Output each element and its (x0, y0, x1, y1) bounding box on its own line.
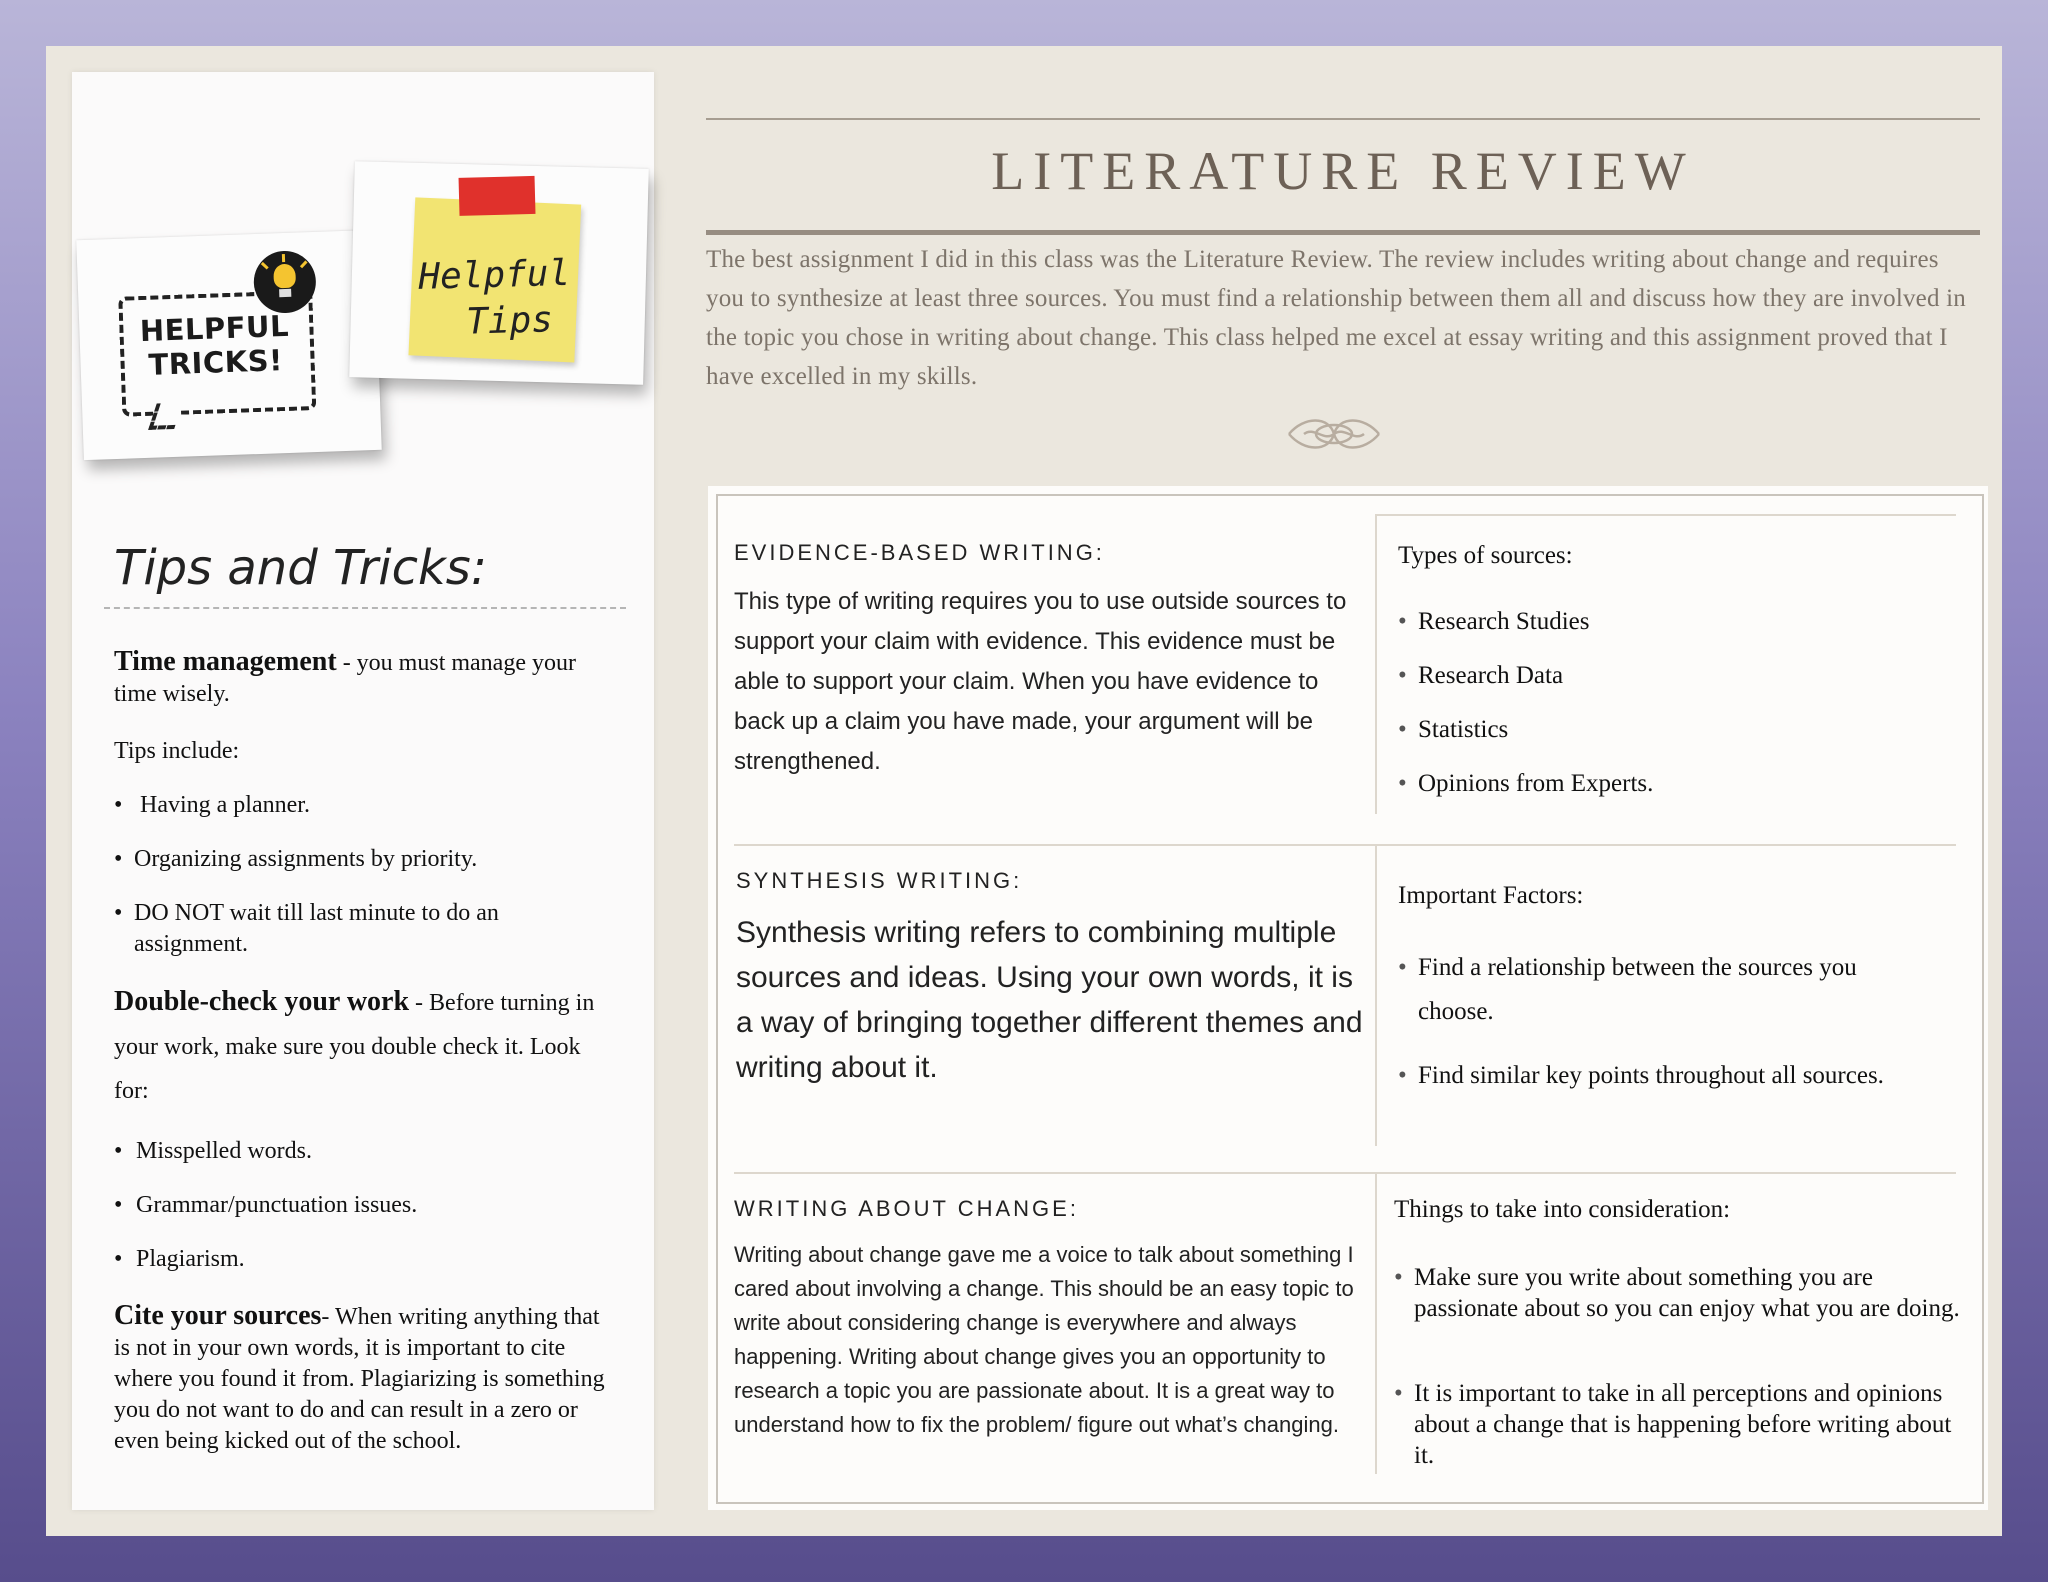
tips-divider (104, 607, 626, 609)
side-item: • Make sure you write about something you are passionate about so you can enjoy what you are doing. (1394, 1262, 1974, 1324)
section-heading-synthesis: SYNTHESIS WRITING: (736, 868, 1023, 893)
look-for-item: • Misspelled words. (114, 1136, 646, 1167)
section-body-synthesis: Synthesis writing refers to combining multiple sources and ideas. Using your own words, it is a way of bringing together different themes and writing about it. (736, 916, 1363, 1084)
cite-sources-label: Cite your sources (114, 1300, 322, 1331)
helpful-tricks-text: HELPFUL TRICKS! (139, 308, 290, 382)
side-item: • Opinions from Experts. (1398, 768, 1653, 800)
time-management-text: - you must manage your time wisely. (114, 650, 576, 707)
side-heading-sources: Types of sources: (1398, 542, 1573, 569)
cite-sources-text: - When writing anything that is not in your own words, it is important to cite where you found it from. Plagiarizing is something you do not want to do and can result in a zero or even being kicked out of the school. (114, 1304, 605, 1454)
tips-include-label: Tips include: (114, 738, 240, 764)
section-heading-evidence: EVIDENCE-BASED WRITING: (734, 540, 1105, 565)
helpful-tips-card (349, 161, 649, 385)
time-management-paragraph (114, 646, 624, 710)
sticky-line-2: Tips (465, 299, 554, 343)
tips-title: Tips and Tricks: (114, 540, 487, 596)
section-body-change: Writing about change gave me a voice to talk about something I cared about involving a change. This should be an easy topic to write about considering change is everywhere and always happening. Writing about change gives you an opportunity to research a topic you are passionate about. It is a great way to understand how to fix the problem/ figure out what’s changing. (734, 1242, 1354, 1437)
helpful-tricks-card (76, 230, 381, 460)
side-item: • Research Studies (1398, 606, 1589, 638)
grid-line (734, 844, 1956, 846)
tip-item: • Organizing assignments by priority. (114, 844, 644, 875)
grid-line (1376, 514, 1956, 516)
side-item: • It is important to take in all perceptions and opinions about a change that is happening before writing about it. (1394, 1378, 1974, 1471)
side-heading-factors: Important Factors: (1398, 882, 1584, 909)
side-item: • Statistics (1398, 714, 1508, 746)
flourish-ornament-icon (1284, 412, 1384, 456)
grid-line (1375, 514, 1377, 814)
grid-line (1375, 846, 1377, 1146)
side-item: • Research Data (1398, 660, 1563, 692)
section-body-evidence: This type of writing requires you to use outside sources to support your claim with evidence. This evidence must be able to support your claim. When you have evidence to back up a claim you have made, your argument will be strengthened. (734, 588, 1347, 775)
look-for-item: • Grammar/punctuation issues. (114, 1190, 646, 1221)
section-heading-change: WRITING ABOUT CHANGE: (734, 1196, 1079, 1221)
grid-line (1375, 1174, 1377, 1474)
red-tape (459, 176, 536, 216)
page-title: LITERATURE REVIEW (991, 141, 1695, 201)
side-item: • Find similar key points throughout all sources. (1398, 1060, 1958, 1092)
side-item: • Find a relationship between the sources you choose. (1398, 946, 1938, 1034)
double-check-paragraph (114, 980, 614, 1113)
cite-sources-paragraph (114, 1300, 614, 1457)
grid-line (734, 1172, 1956, 1174)
tip-item: • DO NOT wait till last minute to do an assignment. (114, 898, 614, 960)
double-check-text: - Before turning in your work, make sure you double check it. Look for: (114, 990, 595, 1104)
sticky-note (408, 197, 581, 362)
title-rule-bottom (706, 230, 1980, 235)
sticky-line-1: Helpful (417, 252, 571, 298)
side-heading-consideration: Things to take into consideration: (1394, 1196, 1731, 1223)
tip-item: • Having a planner. (114, 790, 650, 821)
time-management-label: Time management (114, 646, 337, 677)
double-check-label: Double-check your work (114, 986, 410, 1017)
title-rule-top (706, 118, 1980, 120)
look-for-item: • Plagiarism. (114, 1244, 646, 1275)
intro-paragraph: The best assignment I did in this class was the Literature Review. The review includes writing about change and requires you to synthesize at least three sources. You must find a relationship between them all and discuss how they are involved in the topic you chose in writing about change. This class helped me excel at essay writing and this assignment proved that I have excelled in my skills. (706, 246, 1966, 390)
